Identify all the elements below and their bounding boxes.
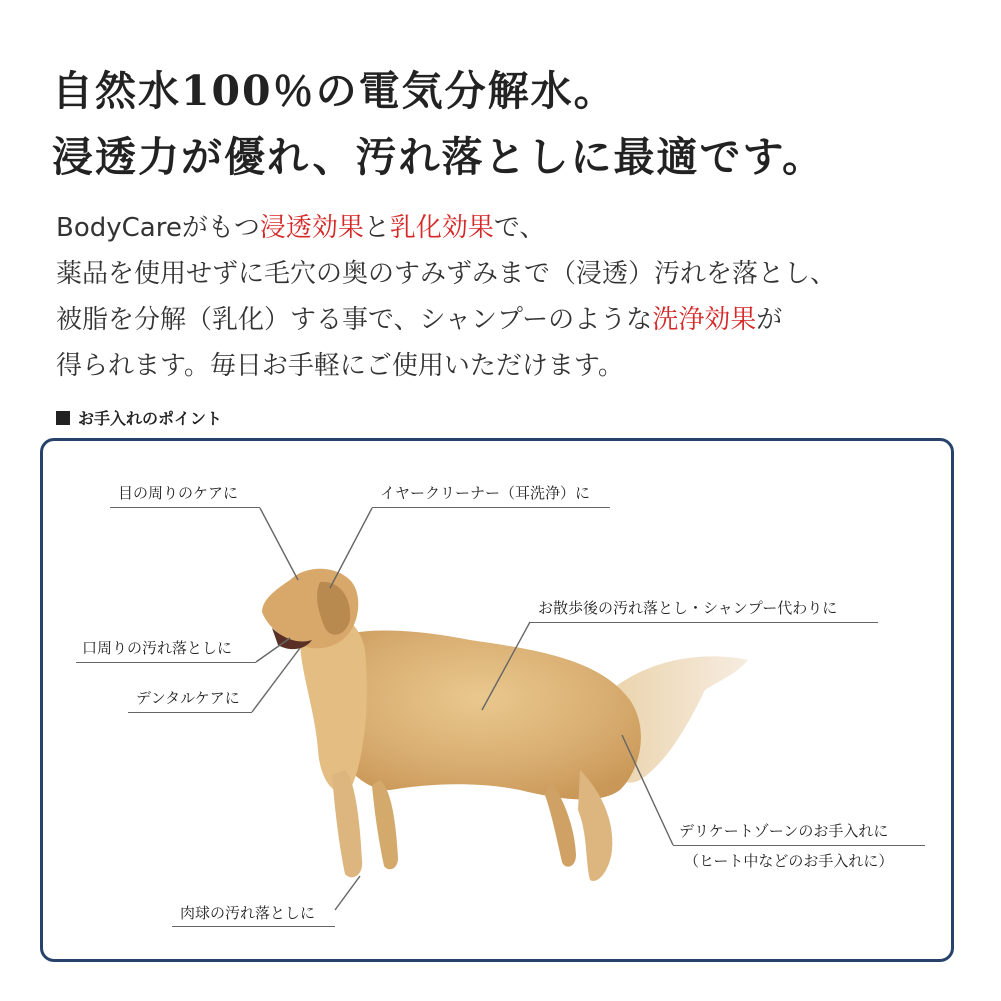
body-line-2: 薬品を使用せずに毛穴の奥のすみずみまで（浸透）汚れを落とし、: [56, 259, 837, 289]
headline: [52, 58, 982, 190]
penetration-effect-text: 浸透効果: [259, 213, 364, 243]
section-label-text: お手入れのポイント: [78, 409, 223, 428]
body-line-3: [56, 297, 986, 343]
headline-line-1: 自然水100％の電気分解水。: [52, 67, 617, 115]
headline-line-2: 浸透力が優れ、汚れ落としに最適です。: [52, 133, 826, 181]
square-bullet-icon: [56, 411, 70, 425]
callout-delicate-underline: [673, 845, 925, 846]
callout-paw-underline: [172, 926, 335, 927]
callout-mouth-care: 口周りの汚れ落としに: [82, 639, 233, 657]
callout-walk-shampoo: お散歩後の汚れ落とし・シャンプー代わりに: [538, 599, 838, 617]
callout-ear-underline: [372, 507, 610, 508]
emulsification-effect-text: 乳化効果: [389, 213, 494, 243]
callout-paw-care: 肉球の汚れ落としに: [180, 904, 316, 922]
callout-eye-underline: [110, 507, 260, 508]
body-line-1: [56, 205, 986, 251]
body-line-3-post: が: [756, 305, 783, 335]
cleansing-effect-text: 洗浄効果: [652, 305, 757, 335]
callout-dental-care: デンタルケアに: [136, 689, 240, 707]
section-label: [56, 406, 222, 429]
body-line-1-post: で、: [493, 213, 546, 243]
body-line-1-mid: と: [363, 213, 390, 243]
callout-mouth-underline: [76, 662, 256, 663]
callout-dental-underline: [128, 712, 252, 713]
body-line-1-pre: BodyCareがもつ: [56, 213, 260, 243]
body-line-3-pre: 被脂を分解（乳化）する事で、シャンプーのような: [56, 305, 653, 335]
callout-delicate-zone: デリケートゾーンのお手入れに: [679, 822, 889, 840]
callout-ear-cleaner: イヤークリーナー（耳洗浄）に: [380, 484, 591, 502]
body-line-4: 得られます。毎日お手軽にご使用いただけます。: [56, 351, 624, 381]
callout-heat-note: （ヒート中などのお手入れに）: [684, 852, 894, 870]
callout-walk-underline: [530, 622, 878, 623]
callout-eye-care: 目の周りのケアに: [118, 484, 239, 502]
body-text: [56, 205, 986, 389]
